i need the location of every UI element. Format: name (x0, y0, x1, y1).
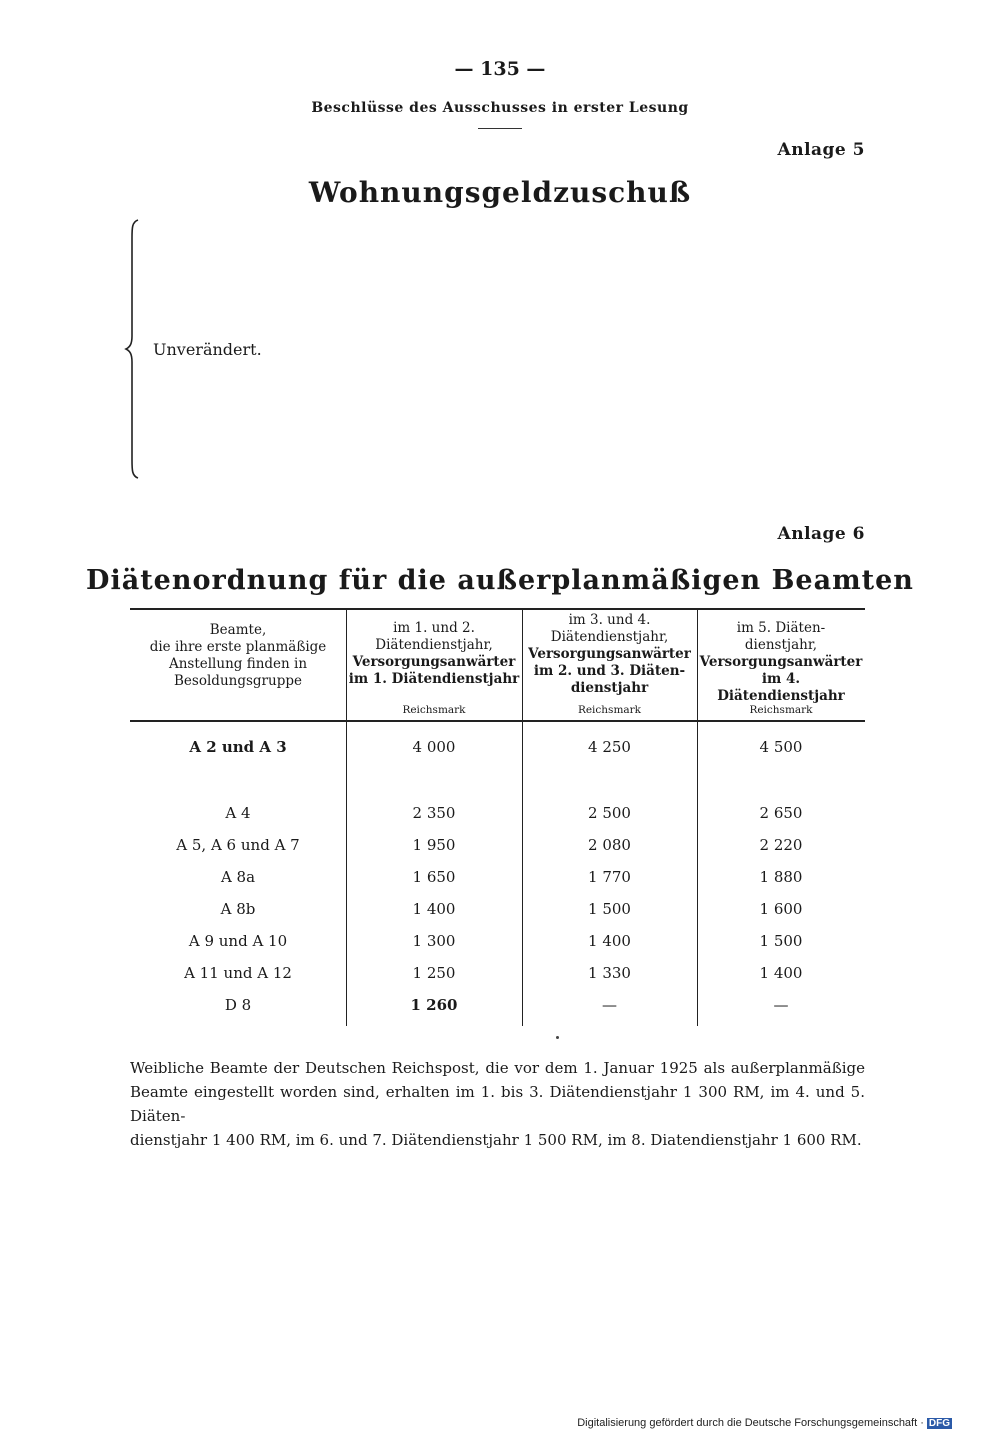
footnote-line: Weibliche Beamte der Deutschen Reichspost, die vor dem 1. Januar 1925 als außerplanmäßige (130, 1059, 865, 1077)
table-cell-group: A 8a (220, 868, 256, 886)
table-cell-group: A 5, A 6 und A 7 (176, 836, 300, 854)
salary-table (130, 608, 865, 1028)
unit-label: Reichsmark (402, 704, 466, 716)
header-line: Versorgungsanwärter (352, 654, 516, 670)
header-line: Versorgungsanwärter (699, 654, 863, 670)
table-cell: 1 250 (412, 964, 456, 982)
table-cell: 1 300 (412, 932, 456, 950)
header-line: im 5. Diäten- (736, 620, 826, 636)
table-cell: 1 880 (759, 868, 803, 886)
table-cell: 2 080 (588, 836, 631, 854)
table-cell: 1 770 (588, 868, 631, 886)
credit-text: Digitalisierung gefördert durch die Deutsche Forschungsgemeinschaft · (577, 1417, 924, 1429)
dfg-logo: DFG (928, 1418, 950, 1429)
table-cell: 1 400 (412, 900, 456, 918)
table-header-rule (130, 720, 865, 722)
header-line: Diätendienstjahr, (550, 629, 669, 645)
table-cell-group: A 11 und A 12 (184, 964, 292, 982)
header-line: die ihre erste planmäßige (149, 639, 327, 655)
header-line: im 1. und 2. (393, 620, 475, 636)
print-mark (556, 1036, 559, 1039)
table-cell-group: A 8b (220, 900, 256, 918)
table-cell-group: A 9 und A 10 (188, 932, 288, 950)
header-line: dienstjahr, (744, 637, 818, 653)
footnote-line: Beamte eingestellt worden sind, erhalten im 1. bis 3. Diätendienstjahr 1 300 RM, im 4. und 5. Diäten- (130, 1083, 865, 1125)
anlage-6-title: Diätenordnung für die außerplanmäßigen Beamten (86, 565, 914, 596)
table-header-year-5 (697, 620, 865, 705)
unit-label: Reichsmark (749, 704, 813, 716)
header-line: im 3. und 4. (568, 612, 651, 628)
table-cell: 2 650 (759, 804, 803, 822)
table-cell: — (602, 996, 617, 1014)
footnote-line: dienstjahr 1 400 RM, im 6. und 7. Diätendienstjahr 1 500 RM, im 8. Diatendienstjahr 1 600 RM. (130, 1131, 862, 1149)
anlage-6-label: Anlage 6 (777, 524, 865, 544)
table-header-year-1-2 (346, 620, 522, 688)
table-cell: 1 500 (588, 900, 631, 918)
table-cell: 2 350 (412, 804, 456, 822)
table-cell-group: A 4 (225, 804, 251, 822)
table-header-group (130, 622, 346, 690)
header-line: im 4. Diätendienstjahr (717, 671, 845, 704)
table-cell: 1 330 (588, 964, 631, 982)
table-cell: 2 500 (588, 804, 631, 822)
header-line: Versorgungsanwärter (528, 646, 691, 662)
table-cell: 4 500 (759, 738, 803, 756)
anlage-5-label: Anlage 5 (777, 140, 865, 160)
table-top-rule (130, 608, 865, 610)
table-cell: 4 250 (588, 738, 631, 756)
header-line: Beamte, (209, 622, 267, 638)
table-cell: 1 400 (588, 932, 631, 950)
table-cell-group: D 8 (224, 996, 252, 1014)
table-cell: 1 260 (410, 996, 458, 1014)
table-header-year-3-4 (522, 612, 697, 697)
table-cell: 1 650 (412, 868, 456, 886)
unit-label: Reichsmark (577, 704, 642, 716)
curly-brace (124, 218, 148, 480)
header-line: Besoldungsgruppe (174, 673, 302, 689)
header-divider (478, 128, 522, 129)
footnote (130, 1056, 865, 1152)
table-cell: 1 600 (759, 900, 803, 918)
page-number: — 135 — (454, 58, 546, 80)
table-cell: 1 500 (759, 932, 803, 950)
digitization-credit (577, 1417, 952, 1429)
header-line: Diätendienstjahr, (375, 637, 493, 653)
header-line: im 2. und 3. Diäten- (533, 663, 686, 679)
anlage-5-content: Unverändert. (153, 340, 262, 359)
table-cell: 1 950 (412, 836, 456, 854)
anlage-5-title: Wohnungsgeldzuschuß (308, 176, 692, 209)
header-line: im 1. Diätendienstjahr (348, 671, 520, 687)
table-cell: 4 000 (412, 738, 456, 756)
table-cell-group: A 2 und A 3 (189, 738, 287, 756)
running-header: Beschlüsse des Ausschusses in erster Lesung (311, 100, 689, 116)
header-line: dienstjahr (570, 680, 649, 696)
table-cell: 2 220 (759, 836, 803, 854)
table-cell: 1 400 (759, 964, 803, 982)
table-cell: — (773, 996, 789, 1014)
header-line: Anstellung finden in (168, 656, 308, 672)
